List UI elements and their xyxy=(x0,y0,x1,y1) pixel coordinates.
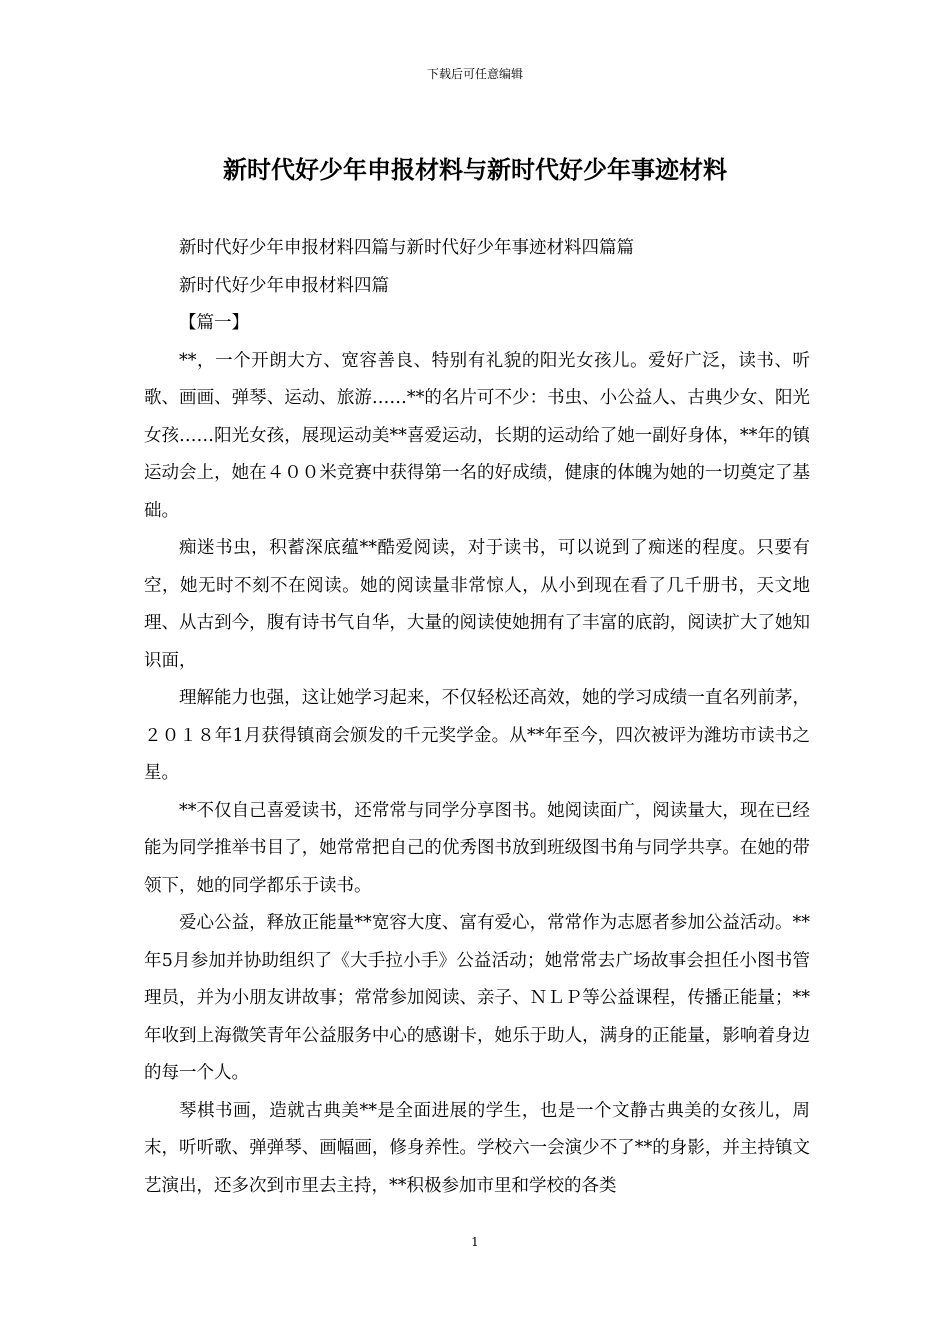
subtitle-line: 新时代好少年申报材料四篇与新时代好少年事迹材料四篇篇 xyxy=(179,238,634,258)
paragraph: 爱心公益，释放正能量**宽容大度、富有爱心，常常作为志愿者参加公益活动。**年5月参加并协助组织了《大手拉小手》公益活动；她常常去广场故事会担任小图书管理员，并为小朋友讲故事；常常参加阅读、亲子、ＮＬＰ等公益课程，传播正能量；**年收到上海微笑青年公益服务中心的感谢卡，她乐于助人，满身的正能量，影响着身边的每一个人。 xyxy=(144,913,810,1083)
chapter-label: 【篇一】 xyxy=(179,313,249,333)
page-header-note: 下载后可任意编辑 xyxy=(426,67,523,81)
document-title: 新时代好少年申报材料与新时代好少年事迹材料 xyxy=(223,155,727,184)
page-number: 1 xyxy=(471,1235,479,1249)
section-heading: 新时代好少年申报材料四篇 xyxy=(179,275,389,296)
paragraph: 痴迷书虫，积蓄深底蕴**酷爱阅读，对于读书，可以说到了痴迷的程度。只要有空，她无时不刻不在阅读。她的阅读量非常惊人，从小到现在看了几千册书，天文地理、从古到今，腹有诗书气自华，大量的阅读使她拥有了丰富的底韵，阅读扩大了她知识面， xyxy=(144,538,810,671)
document-body xyxy=(144,230,810,1205)
paragraph: **不仅自己喜爱读书，还常常与同学分享图书。她阅读面广，阅读量大，现在已经能为同学推举书目了，她常常把自己的优秀图书放到班级图书角与同学共享。在她的带领下，她的同学都乐于读书。 xyxy=(144,800,810,896)
paragraph: **，一个开朗大方、宽容善良、特别有礼貌的阳光女孩儿。爱好广泛，读书、听歌、画画、弹琴、运动、旅游……**的名片可不少：书虫、小公益人、古典少女、阳光女孩……阳光女孩，展现运动美**喜爱运动，长期的运动给了她一副好身体，**年的镇运动会上，她在４００米竞赛中获得第一名的好成绩，健康的体魄为她的一切奠定了基础。 xyxy=(144,350,810,521)
paragraph: 理解能力也强，这让她学习起来，不仅轻松还高效，她的学习成绩一直名列前茅，２０１８年1月获得镇商会颁发的千元奖学金。从**年至今，四次被评为潍坊市读书之星。 xyxy=(144,688,810,783)
paragraph: 琴棋书画，造就古典美**是全面进展的学生，也是一个文静古典美的女孩儿，周末，听听歌、弹弹琴、画幅画，修身养性。学校六一会演少不了**的身影，并主持镇文艺演出，还多次到市里去主持，**积极参加市里和学校的各类 xyxy=(144,1100,810,1196)
